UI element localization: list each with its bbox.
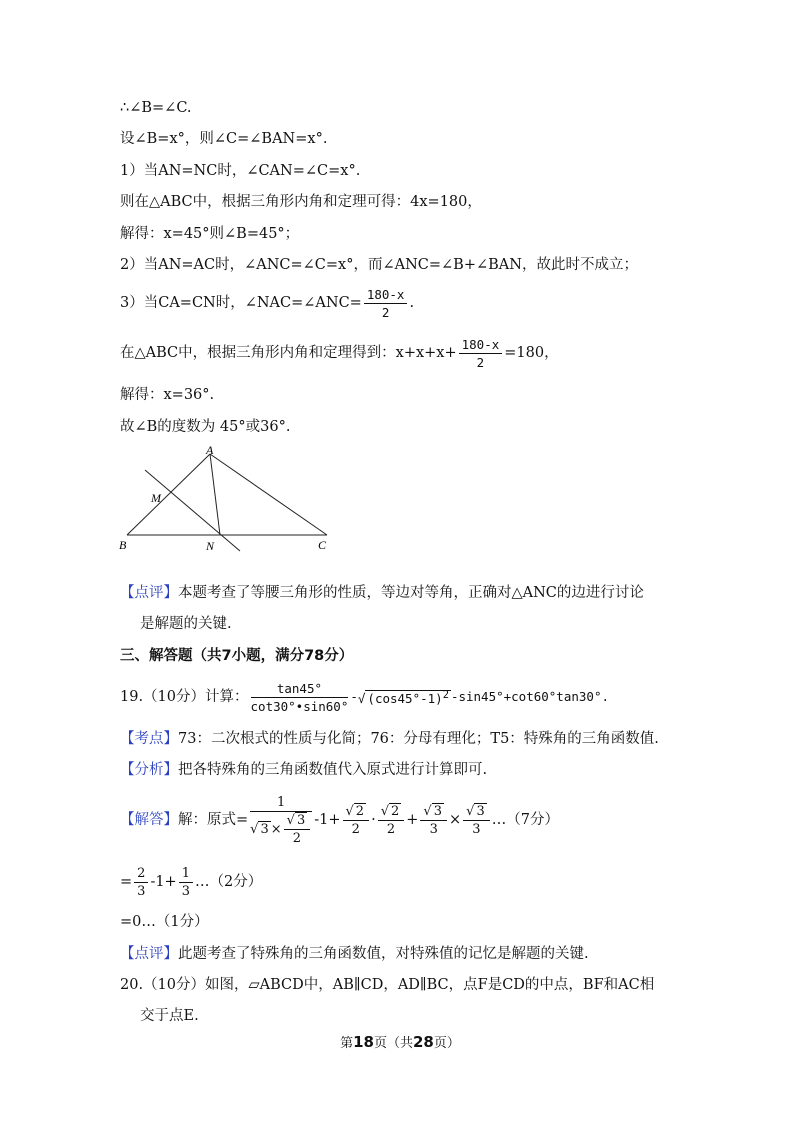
- q19-rest: -sin45°+cot60°tan30°.: [450, 689, 609, 705]
- square-exponent: 2: [442, 689, 449, 701]
- jieda-lead: 解：原式=: [178, 812, 249, 828]
- denominator: 2: [386, 821, 396, 837]
- label-m: M: [151, 491, 161, 505]
- radicand: 3: [260, 821, 269, 837]
- radicand-text: (cos45°-1): [367, 691, 443, 707]
- numerator: 1: [179, 866, 193, 883]
- sqrt3-over-2: [284, 813, 311, 846]
- numerator: 2: [134, 866, 148, 883]
- times-sign: ×: [449, 812, 462, 828]
- denominator: 2: [292, 830, 302, 846]
- numerator: √ 2: [343, 804, 370, 821]
- radicand: 2: [390, 803, 400, 819]
- radicand: 2: [355, 803, 365, 819]
- fraction-180-x: [364, 287, 408, 320]
- dot-sign: ·: [371, 812, 376, 828]
- page-footer: [0, 1032, 800, 1051]
- label-n: N: [206, 539, 215, 553]
- q19-statement: [120, 676, 609, 718]
- sqrt2-over-2: [343, 804, 370, 837]
- review-18-line-1: [120, 583, 644, 603]
- q19-frac-den: cot30°•sin60°: [250, 698, 349, 714]
- solution-line-4: 则在△ABC中，根据三角形内角和定理可得：4x=180，: [120, 194, 482, 210]
- times-sign: ×: [270, 821, 282, 837]
- denominator: 2: [351, 821, 360, 837]
- q19-radicand: [365, 690, 451, 706]
- solution-line-1: ∴∠B=∠C.: [120, 100, 192, 116]
- plus-sign: +: [406, 812, 419, 828]
- solution-line-5: 解得：x=45°则∠B=45°；: [120, 226, 300, 242]
- equals-sign: =: [120, 874, 133, 890]
- sqrt3-over-3: [420, 804, 447, 837]
- numerator: √ 3: [284, 813, 311, 830]
- q19-solution-step-3: =0…（1分）: [120, 914, 209, 930]
- denominator: 3: [429, 821, 438, 837]
- triangle-figure: [115, 445, 345, 555]
- radicand: 3: [433, 803, 442, 819]
- footer-mid: 页（共: [373, 1036, 413, 1051]
- numerator: √ 3: [420, 804, 447, 821]
- label-a: A: [206, 445, 214, 457]
- radicand: 3: [296, 812, 306, 828]
- review-tag: 【点评】: [120, 585, 178, 601]
- review-tag: 【点评】: [120, 946, 178, 962]
- line7-text: 3）当CA=CN时，∠NAC=∠ANC=: [120, 295, 362, 311]
- numerator: √ 2: [378, 804, 405, 821]
- one-third: [179, 866, 193, 899]
- perpendicular-bisector-line: [145, 470, 240, 551]
- minus-one-plus: -1+: [314, 812, 341, 828]
- jieda-tag: 【解答】: [120, 812, 178, 828]
- fraction-180-x: [459, 337, 503, 370]
- q19-fenxi: [120, 760, 487, 780]
- footer-total-pages: 28: [413, 1033, 434, 1051]
- score-note: …（7分）: [491, 812, 559, 828]
- line8-end: =180，: [504, 345, 559, 361]
- denominator: 3: [137, 883, 146, 899]
- numerator: 1: [250, 795, 312, 812]
- q19-minus: -: [350, 689, 358, 705]
- review-text: 此题考查了特殊角的三角函数值，对特殊值的记忆是解题的关键.: [178, 946, 589, 962]
- kaodian-tag: 【考点】: [120, 731, 178, 747]
- q19-frac-num: tan45°: [251, 681, 349, 698]
- q19-solution-step-1: [120, 792, 559, 848]
- solution-line-8: [120, 335, 559, 371]
- solution-line-10: 故∠B的度数为 45°或36°.: [120, 419, 291, 435]
- denominator: 3: [181, 883, 190, 899]
- segment-ac: [210, 454, 327, 535]
- q20-line-2: 交于点E.: [140, 1008, 199, 1024]
- fraction-denominator: 2: [476, 354, 485, 370]
- kaodian-text: 73：二次根式的性质与化简；76：分母有理化；T5：特殊角的三角函数值.: [178, 731, 659, 747]
- review-text: 本题考查了等腰三角形的性质，等边对等角，正确对△ANC的边进行讨论: [178, 585, 644, 601]
- label-c: C: [318, 538, 327, 552]
- score-note: …（2分）: [195, 874, 263, 890]
- footer-post: 页）: [433, 1036, 460, 1051]
- denominator: [250, 812, 312, 846]
- q19-solution-step-2: [120, 864, 262, 900]
- section-title: 三、解答题（共7小题，满分78分）: [120, 648, 354, 664]
- solution-line-3: 1）当AN=NC时，∠CAN=∠C=x°.: [120, 163, 361, 179]
- fenxi-tag: 【分析】: [120, 762, 178, 778]
- q19-review: [120, 944, 589, 964]
- sqrt-3: √ 3: [250, 821, 269, 837]
- segment-ab: [127, 454, 210, 535]
- footer-pre: 第: [340, 1036, 354, 1051]
- sqrt3-over-3: [463, 804, 490, 837]
- fraction-denominator: 2: [381, 304, 390, 320]
- review-18-line-2: 是解题的关键.: [140, 616, 232, 632]
- line8-text: 在△ABC中，根据三角形内角和定理得到：x+x+x+: [120, 345, 457, 361]
- fraction-numerator: 180-x: [364, 287, 408, 304]
- q19-kaodian: [120, 729, 659, 749]
- q19-prefix: 19.（10分）计算：: [120, 689, 249, 706]
- line7-end: .: [409, 295, 415, 311]
- fraction-numerator: 180-x: [459, 337, 503, 354]
- solution-line-6: 2）当AN=AC时，∠ANC=∠C=x°，而∠ANC=∠B+∠BAN，故此时不成立；: [120, 257, 638, 273]
- solution-line-2: 设∠B=x°，则∠C=∠BAN=x°.: [120, 131, 328, 147]
- sqrt2-over-2: [378, 804, 405, 837]
- solution-line-9: 解得：x=36°.: [120, 387, 215, 403]
- footer-page-number: 18: [353, 1033, 374, 1051]
- q20-line-1: 20.（10分）如图，▱ABCD中，AB∥CD，AD∥BC，点F是CD的中点，BF和AC相: [120, 977, 655, 993]
- numerator: √ 3: [463, 804, 490, 821]
- two-thirds: [134, 866, 148, 899]
- label-b: B: [119, 538, 127, 552]
- fenxi-text: 把各特殊角的三角函数值代入原式进行计算即可.: [178, 762, 488, 778]
- minus-one-plus: -1+: [150, 874, 177, 890]
- solution-line-7: [120, 285, 414, 321]
- q19-radical: √ $(\cos 45^\circ-1)^2$: [357, 689, 449, 707]
- denominator: 3: [472, 821, 481, 837]
- radicand: 3: [476, 803, 485, 819]
- q19-fraction: [251, 681, 349, 714]
- segment-an: [210, 454, 220, 535]
- fraction-1-over-product: [250, 795, 312, 846]
